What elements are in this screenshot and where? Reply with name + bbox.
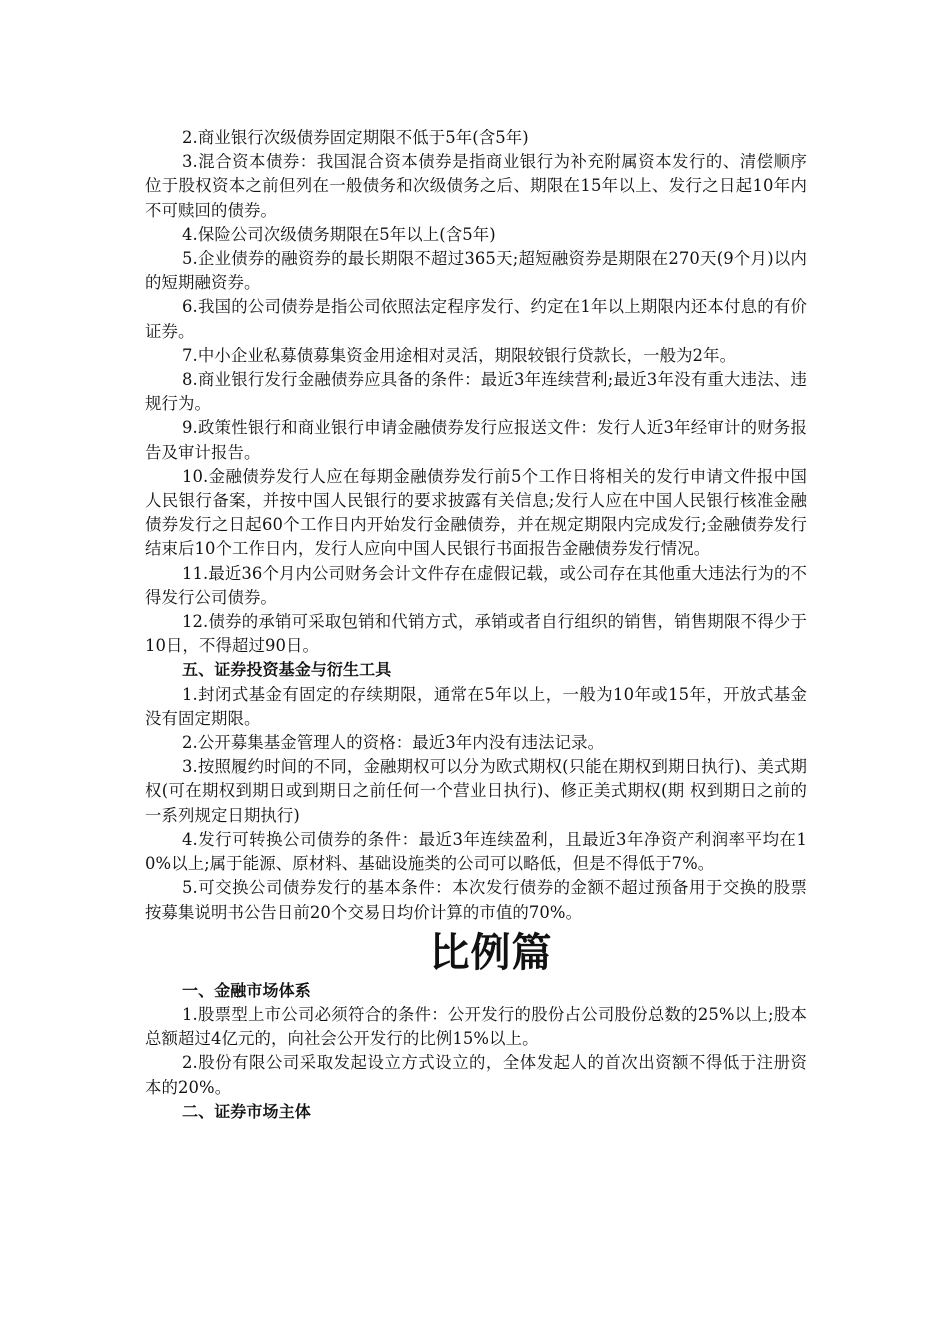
paragraph-item: 2.商业银行次级债券固定期限不低于5年(含5年) [182,128,529,147]
paragraph-item: 5.企业债券的融资券的最长期限不超过365天;超短融资券是期限在270天(9个月)以内的短期融资券。 [145,249,807,293]
section-heading-5: 五、证券投资基金与衍生工具 [182,660,392,680]
paragraph-item: 3.混合资本债券：我国混合资本债券是指商业银行为补充附属资本发行的、清偿顺序位于股权资本之前但列在一般债务和次级债务之后、期限在15年以上、发行之日起10年内不可赎回的债券。 [145,152,807,220]
paragraph-item: 12.债券的承销可采取包销和代销方式，承销或者自行组织的销售，销售期限不得少于10日，不得超过90日。 [145,612,807,656]
paragraph-item: 1.封闭式基金有固定的存续期限，通常在5年以上，一般为10年或15年，开放式基金没有固定期限。 [145,684,807,728]
paragraph-item: 7.中小企业私募债募集资金用途相对灵活，期限较银行贷款长，一般为2年。 [182,345,737,365]
paragraph-item: 8.商业银行发行金融债券应具备的条件：最近3年连续营利;最近3年没有重大违法、违规行为。 [145,370,807,414]
paragraph-item: 10.金融债券发行人应在每期金融债券发行前5个工作日将相关的发行申请文件报中国人民银行备案，并按中国人民银行的要求披露有关信息;发行人应在中国人民银行核准金融债券发行之日起60个工作日内开始发行金融债券，并在规定期限内完成发行;金融债券发行结束后10个工作日内，发行人应向中国人民银行书面报告金融债券发行情况。 [145,466,807,559]
paragraph-item: 11.最近36个月内公司财务会计文件存在虚假记载，或公司存在其他重大违法行为的不得发行公司债券。 [145,563,807,607]
chapter-title: 比例篇 [429,929,553,976]
paragraph-item: 5.可交换公司债券发行的基本条件：本次发行债券的金额不超过预备用于交换的股票按募集说明书公告日前20个交易日均价计算的市值的70%。 [145,878,807,922]
section-heading-2: 二、证券市场主体 [182,1101,311,1121]
paragraph-item: 3.按照履约时间的不同，金融期权可以分为欧式期权(只能在期权到期日执行)、美式期权(可在期权到期日或到期日之前任何一个营业日执行)、修正美式期权(期 权到期日之前的一系列规定日期执行) [145,757,807,825]
paragraph-item: 2.股份有限公司采取发起设立方式设立的，全体发起人的首次出资额不得低于注册资本的20%。 [145,1053,807,1097]
paragraph-item: 4.保险公司次级债务期限在5年以上(含5年) [182,224,496,244]
paragraph-item: 9.政策性银行和商业银行申请金融债券发行应报送文件：发行人近3年经审计的财务报告及审计报告。 [145,418,807,462]
paragraph-item: 1.股票型上市公司必须符合的条件：公开发行的股份占公司股份总数的25%以上;股本总额超过4亿元的，向社会公开发行的比例15%以上。 [145,1004,807,1049]
paragraph-item: 2.公开募集基金管理人的资格：最近3年内没有违法记录。 [182,733,605,753]
paragraph-item: 4.发行可转换公司债券的条件：最近3年连续盈利，且最近3年净资产利润率平均在10%以上;属于能源、原材料、基础设施类的公司可以略低，但是不得低于7%。 [145,829,807,874]
paragraph-item: 6.我国的公司债券是指公司依照法定程序发行、约定在1年以上期限内还本付息的有价证券。 [145,297,807,341]
section-heading-1: 一、金融市场体系 [182,980,311,1000]
document-body [145,126,807,1124]
